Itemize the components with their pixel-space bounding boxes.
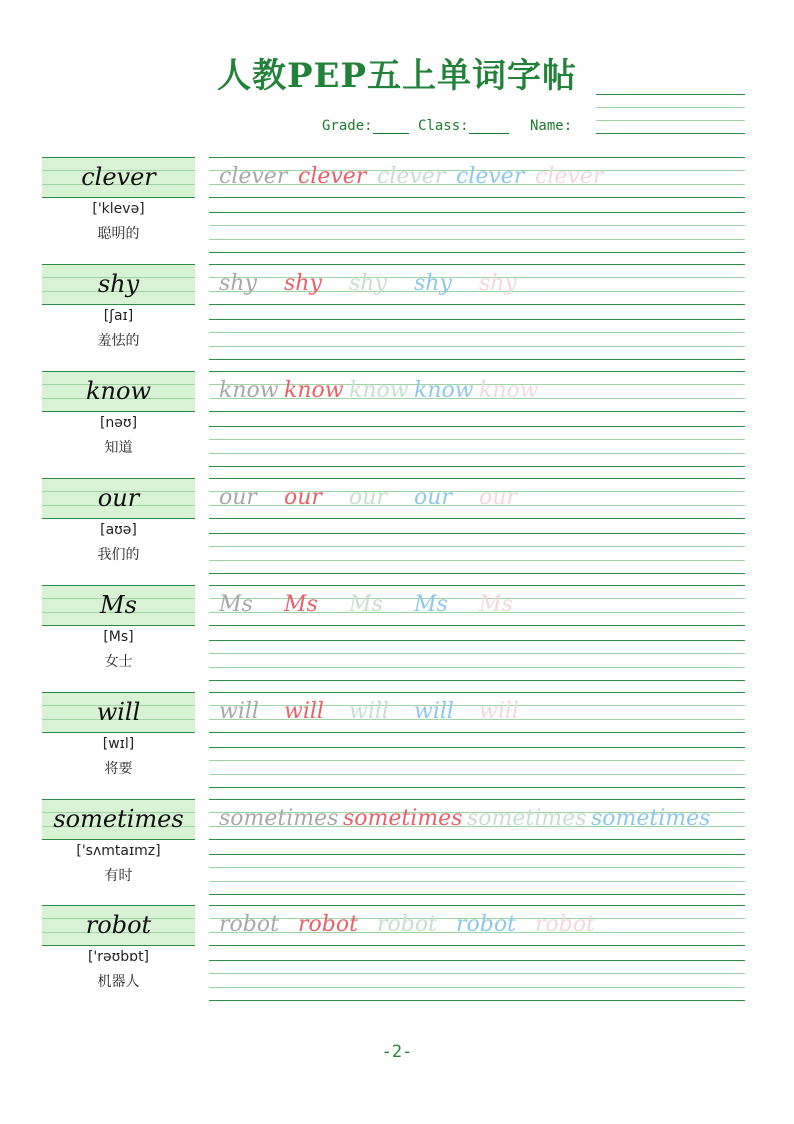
practice-area[interactable] [209, 585, 745, 685]
practice-area[interactable] [209, 799, 745, 899]
word-box [42, 692, 195, 732]
phonetic-text: [nəʊ] [99, 415, 138, 431]
phonetic-text: ['sʌmtaɪmz] [76, 843, 161, 859]
word-text: our [97, 484, 140, 512]
class-blank[interactable] [469, 120, 509, 134]
trace-word: our [414, 485, 452, 510]
trace-word: know [349, 378, 409, 403]
trace-word: clever [219, 164, 288, 189]
word-text: sometimes [53, 805, 184, 833]
meaning-text: 聪明的 [97, 226, 140, 242]
trace-word: our [219, 485, 257, 510]
name-label: Name: [530, 118, 573, 134]
trace-word: our [349, 485, 387, 510]
trace-word: clever [377, 164, 446, 189]
practice-area[interactable] [209, 157, 745, 257]
practice-area[interactable] [209, 905, 745, 1005]
trace-word: shy [479, 271, 517, 296]
grade-label: Grade: [322, 118, 373, 134]
trace-word: sometimes [591, 806, 711, 831]
trace-word: Ms [349, 592, 383, 617]
trace-word: sometimes [219, 806, 339, 831]
trace-word: shy [284, 271, 322, 296]
page-title: 人教PEP五上单词字帖 [216, 56, 578, 96]
word-row [0, 264, 794, 364]
trace-word: will [349, 699, 389, 724]
trace-word: will [219, 699, 259, 724]
meaning-text: 女士 [104, 654, 133, 670]
word-row [0, 371, 794, 471]
practice-area[interactable] [209, 692, 745, 792]
grade-blank[interactable] [373, 120, 409, 134]
trace-word: clever [298, 164, 367, 189]
trace-word: will [414, 699, 454, 724]
word-row [0, 157, 794, 257]
word-text: Ms [100, 591, 137, 619]
word-text: will [96, 698, 141, 726]
trace-word: our [284, 485, 322, 510]
word-box [42, 264, 195, 304]
phonetic-text: [Ms] [103, 629, 134, 645]
word-text: shy [97, 270, 140, 298]
meaning-text: 知道 [104, 440, 133, 456]
meaning-text: 将要 [104, 761, 133, 777]
trace-word: robot [298, 912, 358, 937]
class-field[interactable] [418, 118, 509, 134]
trace-word: Ms [479, 592, 513, 617]
trace-word: know [479, 378, 539, 403]
phonetic-text: ['rəʊbɒt] [87, 949, 150, 965]
word-box [42, 157, 195, 197]
trace-word: shy [414, 271, 452, 296]
trace-word: will [479, 699, 519, 724]
meaning-text: 机器人 [97, 974, 140, 990]
word-row [0, 692, 794, 792]
word-box [42, 371, 195, 411]
phonetic-text: [aʊə] [100, 522, 137, 538]
trace-word: robot [535, 912, 595, 937]
trace-word: robot [377, 912, 437, 937]
name-writing-lines [596, 94, 745, 134]
grade-field[interactable] [322, 118, 409, 134]
trace-word: our [479, 485, 517, 510]
meaning-text: 羞怯的 [97, 333, 140, 349]
trace-word: will [284, 699, 324, 724]
meaning-text: 我们的 [97, 547, 140, 563]
phonetic-text: [wɪl] [102, 736, 135, 752]
word-text: robot [85, 911, 152, 939]
trace-word: clever [535, 164, 604, 189]
practice-area[interactable] [209, 264, 745, 364]
trace-word: Ms [219, 592, 253, 617]
trace-word: clever [456, 164, 525, 189]
trace-word: sometimes [467, 806, 587, 831]
trace-word: shy [219, 271, 257, 296]
trace-word: know [219, 378, 279, 403]
word-box [42, 799, 195, 839]
word-row [0, 799, 794, 899]
meaning-text: 有时 [104, 868, 133, 884]
phonetic-text: [ʃaɪ] [103, 308, 134, 324]
trace-word: robot [219, 912, 279, 937]
trace-word: know [284, 378, 344, 403]
practice-area[interactable] [209, 371, 745, 471]
word-row [0, 905, 794, 1005]
practice-area[interactable] [209, 478, 745, 578]
page-number: -2- [381, 1042, 413, 1062]
trace-word: sometimes [343, 806, 463, 831]
name-field[interactable] [530, 118, 572, 134]
word-box [42, 478, 195, 518]
word-row [0, 478, 794, 578]
word-row [0, 585, 794, 685]
trace-word: know [414, 378, 474, 403]
trace-word: Ms [414, 592, 448, 617]
trace-word: shy [349, 271, 387, 296]
word-text: clever [81, 163, 156, 191]
class-label: Class: [418, 118, 469, 134]
word-box [42, 585, 195, 625]
phonetic-text: ['klevə] [92, 201, 145, 217]
word-box [42, 905, 195, 945]
trace-word: Ms [284, 592, 318, 617]
trace-word: robot [456, 912, 516, 937]
word-text: know [86, 377, 151, 405]
